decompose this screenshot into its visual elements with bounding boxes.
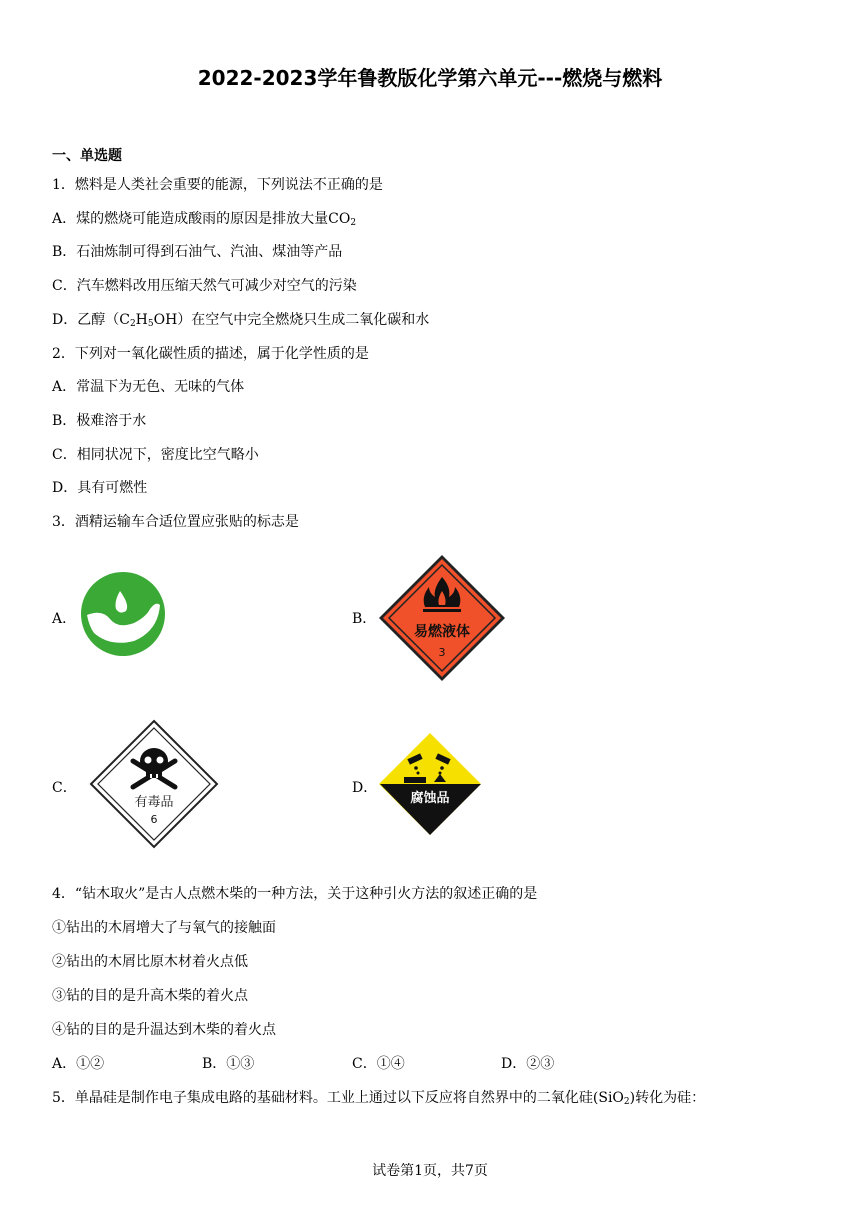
- q2-option-a: A．常温下为无色、无味的气体: [52, 379, 245, 395]
- q4-stem: 4．“钻木取火”是古人点燃木柴的一种方法，关于这种引火方法的叙述正确的是: [52, 886, 538, 902]
- q1-stem: 1．燃料是人类社会重要的能源，下列说法不正确的是: [52, 177, 383, 193]
- sign-c-number: 6: [150, 813, 158, 826]
- q4-statement-1: ①钻出的木屑增大了与氧气的接触面: [52, 920, 276, 936]
- q4-option-d: D．②③: [501, 1056, 555, 1072]
- sign-b-label: 易燃液体: [414, 624, 470, 640]
- corrosive-substance-sign: [378, 732, 482, 836]
- q3-option-d-label: D．: [352, 780, 378, 796]
- sign-b-number: 3: [438, 646, 446, 659]
- q2-option-b: B．极难溶于水: [52, 413, 147, 429]
- sign-c-label: 有毒品: [134, 795, 174, 810]
- q4-statement-4: ④钻的目的是升温达到木柴的着火点: [52, 1022, 276, 1038]
- q2-option-d: D．具有可燃性: [52, 480, 148, 496]
- section-heading: 一、单选题: [52, 148, 122, 164]
- q3-option-a-label: A．: [52, 611, 77, 627]
- q1-option-c: C．汽车燃料改用压缩天然气可减少对空气的污染: [52, 278, 357, 294]
- q3-option-c-label: C．: [52, 780, 77, 796]
- q4-option-c: C．①④: [352, 1056, 405, 1072]
- green-water-icon: [80, 571, 166, 657]
- q5-stem: 5．单晶硅是制作电子集成电路的基础材料。工业上通过以下反应将自然界中的二氧化硅(SiO$_2$)转化为硅：: [52, 1090, 706, 1107]
- page-title: 2022-2023学年鲁教版化学第六单元---燃烧与燃料: [197, 66, 663, 90]
- q2-option-c: C．相同状况下，密度比空气略小: [52, 447, 259, 463]
- flammable-liquid-sign: [377, 553, 507, 683]
- toxic-substance-sign: [89, 719, 219, 849]
- q4-statement-3: ③钻的目的是升高木柴的着火点: [52, 988, 248, 1004]
- sign-d-label: 腐蚀品: [410, 791, 450, 806]
- q1-option-d: D．乙醇$(C_2H_5OH)$在空气中完全燃烧只生成二氧化碳和水: [52, 312, 430, 329]
- q4-option-b: B．①③: [202, 1056, 255, 1072]
- q2-stem: 2．下列对一氧化碳性质的描述，属于化学性质的是: [52, 346, 369, 362]
- page-footer: 试卷第1页，共7页: [372, 1163, 488, 1179]
- q3-stem: 3．酒精运输车合适位置应张贴的标志是: [52, 514, 299, 530]
- q4-option-a: A．①②: [52, 1056, 105, 1072]
- q1-option-b: B．石油炼制可得到石油气、汽油、煤油等产品: [52, 244, 343, 260]
- q1-option-a: A．煤的燃烧可能造成酸雨的原因是排放大量$CO_2$: [52, 211, 357, 228]
- q3-option-b-label: B．: [352, 611, 377, 627]
- q4-statement-2: ②钻出的木屑比原木材着火点低: [52, 954, 248, 970]
